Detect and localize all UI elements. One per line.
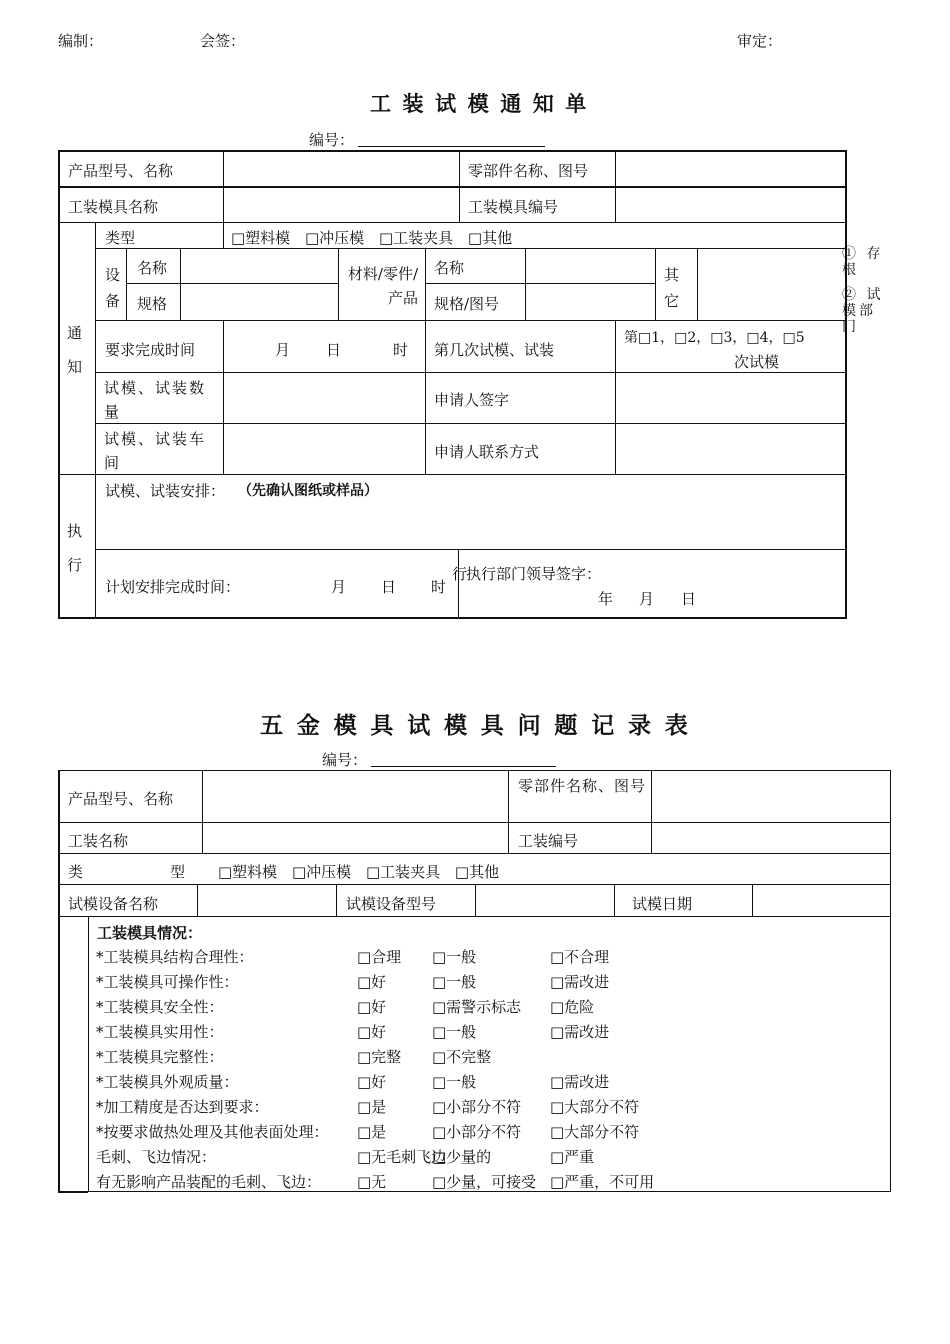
f2-tooling-name-label: 工装名称 <box>68 832 129 850</box>
f2-condition-option-checkbox[interactable]: □一般 <box>432 973 477 991</box>
f1-sign-month[interactable]: 月 <box>639 590 655 608</box>
f1-arrangement-label: 试模、试装安排： <box>105 482 226 500</box>
f2-trial-date-input[interactable] <box>754 886 889 915</box>
f2-trial-equip-name-input[interactable] <box>199 886 334 915</box>
f2-condition-label: *加工精度是否达到要求： <box>96 1098 269 1116</box>
countersign-label: 会签： <box>200 32 246 50</box>
f1-tooling-name-label: 工装模具名称 <box>68 198 159 216</box>
f2-condition-option-checkbox[interactable]: □不完整 <box>432 1048 492 1066</box>
f1-trial-workshop-input[interactable] <box>225 425 423 473</box>
f2-condition-option-checkbox[interactable]: □少量，可接受 <box>432 1173 537 1191</box>
f2-tooling-no-input[interactable] <box>653 824 889 852</box>
f2-condition-label: 有无影响产品装配的毛刺、飞边： <box>96 1173 322 1191</box>
f1-material-label: 材料/零件/产品 <box>347 265 418 307</box>
f1-applicant-contact-input[interactable] <box>617 425 843 473</box>
f2-trial-equip-model-input[interactable] <box>477 886 612 915</box>
f1-material-spec-input[interactable] <box>527 285 653 319</box>
f1-sign-year[interactable]: 年 <box>598 590 614 608</box>
f1-equip-name-label: 名称 <box>137 259 168 277</box>
f1-type-label: 类型 <box>105 229 136 247</box>
f1-other-label: 其 <box>664 266 680 284</box>
f1-equip-spec-label: 规格 <box>137 295 168 313</box>
f2-condition-option-checkbox[interactable]: □一般 <box>432 1073 477 1091</box>
f2-type-stamping-checkbox[interactable]: □冲压模 <box>291 863 352 881</box>
f2-condition-label: *工装模具实用性： <box>96 1023 224 1041</box>
f1-trial-qty-label: 试模、试装数量 <box>104 379 207 421</box>
f2-tooling-no-label: 工装编号 <box>518 832 579 850</box>
f2-product-model-input[interactable] <box>204 772 506 821</box>
f2-type-plastic-checkbox[interactable]: □塑料模 <box>218 863 278 881</box>
f1-plan-done-label: 计划安排完成时间： <box>105 578 241 596</box>
f1-side-note-dept: ② 试模部门 <box>842 287 884 335</box>
f2-condition-option-checkbox[interactable]: □小部分不符 <box>432 1098 522 1116</box>
f1-trial-workshop-label: 试模、试装车间 <box>104 430 207 472</box>
f1-required-day[interactable]: 日 <box>326 341 342 359</box>
f1-required-month[interactable]: 月 <box>275 341 291 359</box>
f1-notify-label: 通 <box>67 324 83 342</box>
f1-equip-spec-input[interactable] <box>182 285 336 319</box>
f1-type-fixture-checkbox[interactable]: □工装夹具 <box>378 229 454 247</box>
f1-other-input[interactable] <box>699 250 843 319</box>
f2-part-name-label: 零部件名称、图号 <box>518 777 647 795</box>
f1-exec-dept-sign-label: 执行部门领导签字： <box>466 565 602 583</box>
f2-condition-option-checkbox[interactable]: □一般 <box>432 948 477 966</box>
f1-nth-trial-options[interactable]: 第□1，□2，□3，□4，□5 <box>624 330 805 346</box>
f2-condition-option-checkbox[interactable]: □需改进 <box>550 1073 610 1091</box>
f1-equip-name-input[interactable] <box>182 250 336 282</box>
f1-notify-label-2: 知 <box>67 358 83 376</box>
f2-condition-option-checkbox[interactable]: □好 <box>357 1073 387 1091</box>
f2-condition-option-checkbox[interactable]: □是 <box>357 1098 387 1116</box>
f2-trial-equip-model-label: 试模设备型号 <box>346 895 437 913</box>
f2-type-fixture-checkbox[interactable]: □工装夹具 <box>365 863 441 881</box>
f2-condition-heading: 工装模具情况： <box>97 924 203 942</box>
f1-applicant-sign-label: 申请人签字 <box>434 391 510 409</box>
f2-condition-option-checkbox[interactable]: □小部分不符 <box>432 1123 522 1141</box>
f2-trial-equip-name-label: 试模设备名称 <box>68 895 159 913</box>
f2-condition-option-checkbox[interactable]: □需警示标志 <box>432 998 522 1016</box>
form1-serial-input[interactable] <box>358 146 545 147</box>
f1-trial-qty-input[interactable] <box>225 374 423 422</box>
f1-exec-label-2: 行 <box>67 556 83 574</box>
f2-condition-label: *工装模具外观质量： <box>96 1073 239 1091</box>
f1-type-options <box>231 227 522 248</box>
f2-condition-option-checkbox[interactable]: □危险 <box>550 998 595 1016</box>
f1-exec-label: 执 <box>67 522 83 540</box>
f2-condition-option-checkbox[interactable]: □好 <box>357 973 387 991</box>
f1-type-plastic-checkbox[interactable]: □塑料模 <box>231 229 291 247</box>
f1-applicant-contact-label: 申请人联系方式 <box>434 443 540 461</box>
form2-serial-input[interactable] <box>371 766 556 767</box>
f1-applicant-sign-input[interactable] <box>617 374 843 422</box>
f2-type-label: 类 <box>68 863 84 881</box>
f2-condition-option-checkbox[interactable]: □无 <box>357 1173 387 1191</box>
f1-part-name-input[interactable] <box>617 152 843 185</box>
f1-material-name-input[interactable] <box>527 250 653 282</box>
f2-condition-label: *工装模具可操作性： <box>96 973 239 991</box>
f2-type-options <box>218 861 509 882</box>
f2-condition-option-checkbox[interactable]: □需改进 <box>550 1023 610 1041</box>
f1-arrangement-note: （先确认图纸或样品） <box>238 483 378 499</box>
f1-material-name-label: 名称 <box>434 259 465 277</box>
f2-part-name-input[interactable] <box>653 772 889 821</box>
form2-serial-label: 编号： <box>322 751 368 769</box>
f1-sign-day[interactable]: 日 <box>681 590 697 608</box>
f1-side-note-stub: ① 存根 <box>842 246 884 278</box>
form2-title: 五金模具试模具问题记录表 <box>260 713 702 739</box>
f1-plan-month[interactable]: 月 <box>331 578 347 596</box>
f1-equipment-label: 设 <box>105 266 121 284</box>
f2-condition-option-checkbox[interactable]: □需改进 <box>550 973 610 991</box>
f2-condition-option-checkbox[interactable]: □一般 <box>432 1023 477 1041</box>
f2-type-other-checkbox[interactable]: □其他 <box>454 863 500 881</box>
f2-trial-date-label: 试模日期 <box>632 895 693 913</box>
f2-condition-option-checkbox[interactable]: □好 <box>357 1023 387 1041</box>
f1-equipment-label-2: 备 <box>105 292 121 310</box>
f2-condition-option-checkbox[interactable]: □不合理 <box>550 948 610 966</box>
f1-other-label-2: 它 <box>664 292 680 310</box>
f2-product-model-label: 产品型号、名称 <box>68 790 174 808</box>
f1-product-model-label: 产品型号、名称 <box>68 162 174 180</box>
f2-condition-label: *按要求做热处理及其他表面处理： <box>96 1123 329 1141</box>
f1-nth-trial-suffix: 次试模 <box>734 353 780 371</box>
f2-condition-option-checkbox[interactable]: □好 <box>357 998 387 1016</box>
f2-condition-label: *工装模具完整性： <box>96 1048 224 1066</box>
f1-plan-hour[interactable]: 时 <box>431 578 447 596</box>
f1-exec-dept-sign-overlap: 行 <box>452 565 468 583</box>
f1-material-spec-label: 规格/图号 <box>434 295 500 313</box>
f2-tooling-name-input[interactable] <box>204 824 506 852</box>
f1-arrangement-input[interactable] <box>97 503 843 547</box>
f1-required-hour[interactable]: 时 <box>393 341 409 359</box>
f2-condition-option-checkbox[interactable]: □严重，不可用 <box>550 1173 655 1191</box>
f1-product-model-input[interactable] <box>225 152 457 185</box>
f1-tooling-name-input[interactable] <box>225 188 457 221</box>
f2-condition-option-checkbox[interactable]: □合理 <box>357 948 402 966</box>
f2-condition-option-checkbox[interactable]: □无毛刺飞边 <box>357 1148 447 1166</box>
f1-required-time-label: 要求完成时间 <box>105 341 196 359</box>
f2-condition-option-checkbox[interactable]: □少量的 <box>432 1148 492 1166</box>
f1-type-other-checkbox[interactable]: □其他 <box>467 229 513 247</box>
f1-nth-trial-label: 第几次试模、试装 <box>434 341 555 359</box>
f1-tooling-no-label: 工装模具编号 <box>468 198 559 216</box>
f2-condition-option-checkbox[interactable]: □是 <box>357 1123 387 1141</box>
form1-serial-label: 编号： <box>309 131 355 149</box>
f2-condition-option-checkbox[interactable]: □完整 <box>357 1048 402 1066</box>
f2-condition-label: 毛刺、飞边情况： <box>96 1148 217 1166</box>
f1-tooling-no-input[interactable] <box>617 188 843 221</box>
f1-plan-day[interactable]: 日 <box>381 578 397 596</box>
f2-condition-option-checkbox[interactable]: □大部分不符 <box>550 1123 640 1141</box>
approved-label: 审定： <box>737 32 783 50</box>
f2-condition-option-checkbox[interactable]: □大部分不符 <box>550 1098 640 1116</box>
f1-type-stamping-checkbox[interactable]: □冲压模 <box>304 229 365 247</box>
f2-condition-label: *工装模具安全性： <box>96 998 224 1016</box>
f2-type-label-2: 型 <box>170 863 186 881</box>
f1-part-name-label: 零部件名称、图号 <box>468 162 589 180</box>
prepared-label: 编制： <box>58 32 104 50</box>
form1-title: 工装试模通知单 <box>370 92 598 116</box>
f2-condition-label: *工装模具结构合理性： <box>96 948 254 966</box>
f2-condition-option-checkbox[interactable]: □严重 <box>550 1148 595 1166</box>
